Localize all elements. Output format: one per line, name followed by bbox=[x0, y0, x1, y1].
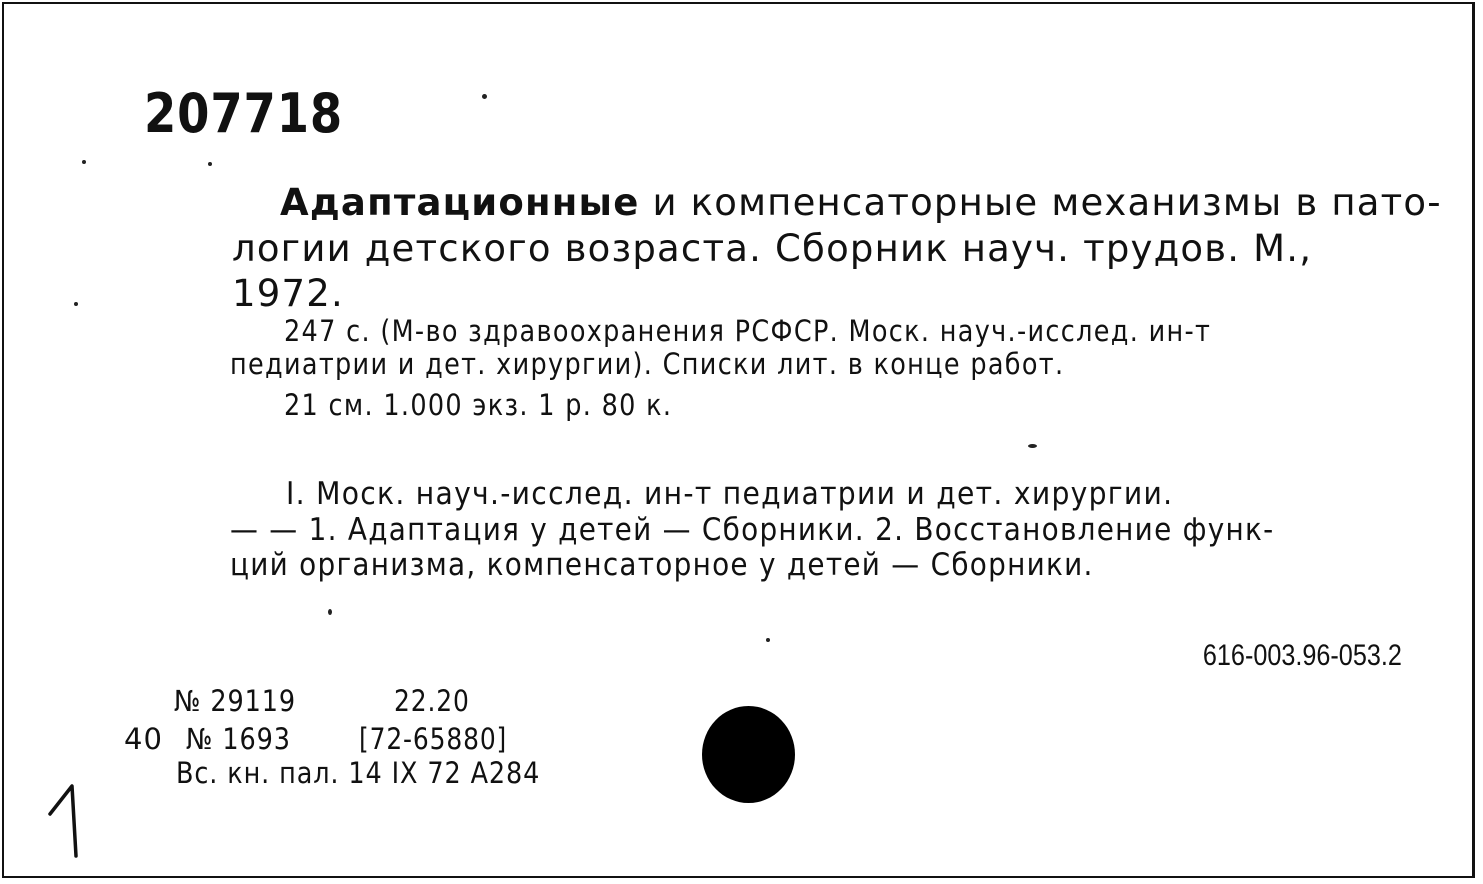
dust-speck bbox=[1028, 444, 1037, 448]
title-line-2: логии детского возраста. Сборник науч. трудов. М., bbox=[232, 227, 1313, 270]
tracing-line-2: — — 1. Адаптация у детей — Сборники. 2. Восстановление функ- bbox=[230, 512, 1275, 548]
title-line-3: 1972. bbox=[232, 272, 344, 315]
imprint-line-2-code: [72-65880] bbox=[359, 722, 508, 756]
title-line-1 bbox=[280, 181, 1442, 224]
dust-speck bbox=[208, 162, 212, 166]
dust-speck bbox=[74, 302, 78, 306]
dust-speck bbox=[82, 160, 86, 164]
imprint-line-3: Вс. кн. пал. 14 IX 72 A284 bbox=[176, 756, 541, 790]
tracing-line-1: I. Моск. науч.-исслед. ин-т педиатрии и дет. хирургии. bbox=[286, 476, 1174, 512]
dust-speck bbox=[328, 609, 332, 615]
title-line-1-rest: и компенсаторные механизмы в пато- bbox=[639, 181, 1442, 224]
imprint-line-2-number: № 1693 bbox=[186, 722, 291, 756]
imprint-line-1: № 29119 bbox=[174, 684, 297, 718]
tracing-line-3: ций организма, компенсаторное у детей — Сборники. bbox=[230, 547, 1094, 583]
dust-speck bbox=[766, 638, 770, 642]
description-line-3: 21 см. 1.000 экз. 1 р. 80 к. bbox=[284, 388, 673, 422]
description-line-2: педиатрии и дет. хирургии). Списки лит. в конце работ. bbox=[230, 347, 1065, 381]
imprint-date: 22.20 bbox=[394, 684, 470, 718]
inventory-number: 207718 bbox=[144, 82, 344, 145]
title-bold-word: Адаптационные bbox=[280, 181, 640, 224]
dust-speck bbox=[482, 94, 487, 99]
catalog-card bbox=[2, 2, 1475, 878]
handwritten-mark bbox=[44, 780, 94, 860]
imprint-line-2-prefix: 40 bbox=[124, 722, 163, 756]
udc-classification: 616-003.96-053.2 bbox=[1203, 639, 1402, 672]
punched-hole-mark bbox=[702, 706, 795, 803]
description-line-1: 247 с. (М-во здравоохранения РСФСР. Моск. науч.-исслед. ин-т bbox=[284, 314, 1212, 348]
